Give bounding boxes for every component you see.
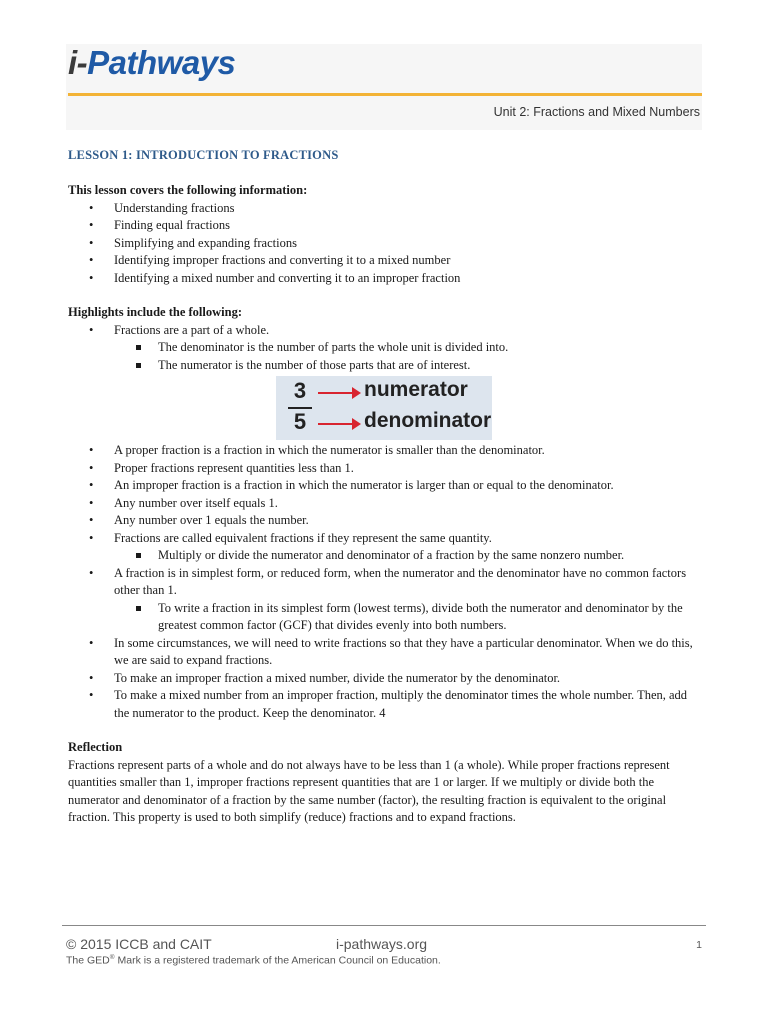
page-number: 1 xyxy=(696,939,702,951)
reflection-section xyxy=(68,739,704,827)
site-link[interactable]: i-pathways.org xyxy=(336,936,428,952)
list-item: • Finding equal fractions xyxy=(68,217,704,235)
arrow-right-icon xyxy=(318,423,358,425)
list-item: • Identifying improper fractions and converting it to a mixed number xyxy=(68,252,704,270)
lesson-title: LESSON 1: INTRODUCTION TO FRACTIONS xyxy=(68,148,339,162)
copyright-text: © 2015 ICCB and CAIT xyxy=(66,936,212,952)
list-item: • Simplifying and expanding fractions xyxy=(68,235,704,253)
list-item: • A fraction is in simplest form, or reduced form, when the numerator and the denominator have no common factors other than 1. xyxy=(68,565,704,600)
i-pathways-logo: i-Pathways xyxy=(68,44,236,81)
highlights-sublist xyxy=(68,339,704,374)
highlights-list-continued xyxy=(68,442,704,547)
fraction-denominator: 5 xyxy=(293,409,307,434)
covers-list xyxy=(68,200,704,288)
lesson-content xyxy=(68,148,704,827)
sub-list-item: The numerator is the number of those parts that are of interest. xyxy=(68,357,704,375)
list-item: • Proper fractions represent quantities less than 1. xyxy=(68,460,704,478)
sub-list-item: To write a fraction in its simplest form (lowest terms), divide both the numerator and denominator by the greatest common factor (GCF) that divides evenly into both numbers. xyxy=(68,600,704,635)
simplest-form-list xyxy=(68,565,704,600)
list-item: • Understanding fractions xyxy=(68,200,704,218)
equivalent-sublist xyxy=(68,547,704,565)
list-item: • In some circumstances, we will need to write fractions so that they have a particular denominator. When we do this, we are said to expand fractions. xyxy=(68,635,704,670)
list-item: • Fractions are called equivalent fractions if they represent the same quantity. xyxy=(68,530,704,548)
reflection-heading: Reflection xyxy=(68,740,123,754)
list-item: • A proper fraction is a fraction in which the numerator is smaller than the denominator. xyxy=(68,442,704,460)
list-item: • Any number over 1 equals the number. xyxy=(68,512,704,530)
list-item: • To make an improper fraction a mixed number, divide the numerator by the denominator. xyxy=(68,670,704,688)
highlights-heading: Highlights include the following: xyxy=(68,305,242,319)
header-divider xyxy=(68,93,702,96)
highlights-list-final xyxy=(68,635,704,723)
footer-divider xyxy=(62,925,706,926)
reflection-body: Fractions represent parts of a whole and do not always have to be less than 1 (a whole). While proper fractions represent quantities smaller than 1, improper fractions represent quantities that are 1 or larger. If we multiply or divide both the numerator and denominator of a fraction by the same number (factor), the resulting fraction is equivalent to the original fraction. This property is used to both simplify (reduce) fractions and to expand fractions. xyxy=(68,757,670,824)
list-item: • Any number over itself equals 1. xyxy=(68,495,704,513)
simplest-form-sublist xyxy=(68,600,704,635)
numerator-label: numerator xyxy=(364,378,468,401)
list-item: • Fractions are a part of a whole. xyxy=(68,322,704,340)
list-item: • An improper fraction is a fraction in which the numerator is larger than or equal to the denominator. xyxy=(68,477,704,495)
arrow-right-icon xyxy=(318,392,358,394)
list-item: • To make a mixed number from an improper fraction, multiply the denominator times the whole number. Then, add the numerator to the product. Keep the denominator. 4 xyxy=(68,687,704,722)
sub-list-item: Multiply or divide the numerator and denominator of a fraction by the same nonzero number. xyxy=(68,547,704,565)
unit-title: Unit 2: Fractions and Mixed Numbers xyxy=(493,105,700,119)
sub-list-item: The denominator is the number of parts the whole unit is divided into. xyxy=(68,339,704,357)
denominator-label: denominator xyxy=(364,409,492,432)
trademark-notice: The GED® Mark is a registered trademark of the American Council on Education. xyxy=(66,954,441,967)
list-item: • Identifying a mixed number and converting it to an improper fraction xyxy=(68,270,704,288)
fraction-diagram xyxy=(276,376,492,440)
covers-heading: This lesson covers the following information: xyxy=(68,183,308,197)
highlights-list xyxy=(68,322,704,340)
fraction-numerator: 3 xyxy=(293,378,307,403)
